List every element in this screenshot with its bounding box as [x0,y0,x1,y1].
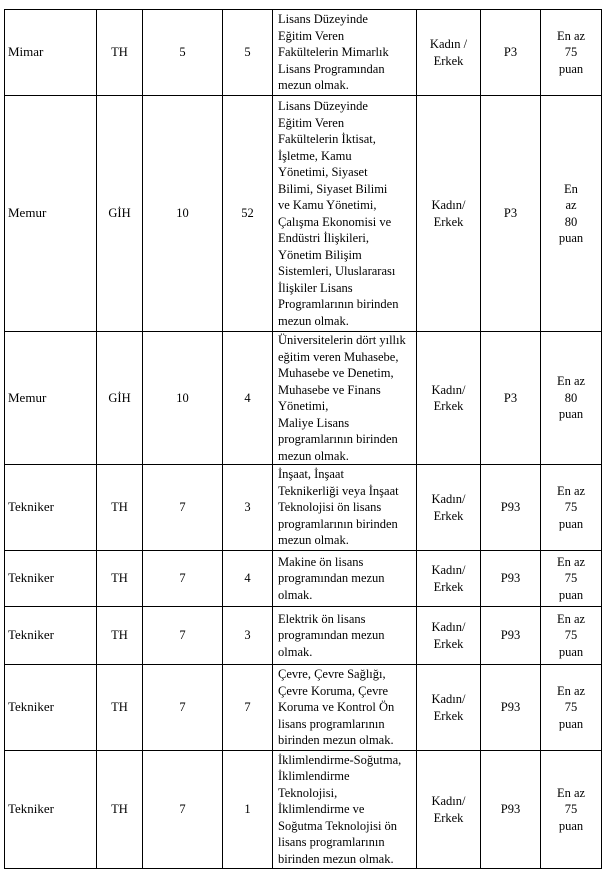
gender-cell: Kadın/ Erkek [417,665,481,751]
grade-cell: 7 [143,751,223,869]
position-title-cell: Tekniker [5,551,97,607]
gender-cell: Kadın/ Erkek [417,332,481,465]
min-score-cell: En az 75 puan [541,607,602,665]
qualification-cell: Lisans Düzeyinde Eğitim Veren Fakültelerin Mimarlık Lisans Programından mezun olmak. [273,10,417,96]
class-cell: TH [97,551,143,607]
count-cell: 7 [223,665,273,751]
gender-cell: Kadın/ Erkek [417,751,481,869]
table-row [5,751,602,869]
class-cell: TH [97,465,143,551]
table-row [5,332,602,465]
gender-cell: Kadın/ Erkek [417,551,481,607]
exam-type-cell: P93 [481,665,541,751]
qualification-cell: Elektrik ön lisans programından mezun olmak. [273,607,417,665]
grade-cell: 10 [143,332,223,465]
gender-cell: Kadın/ Erkek [417,465,481,551]
table-row [5,551,602,607]
exam-type-cell: P3 [481,332,541,465]
min-score-cell: En az 80 puan [541,96,602,332]
grade-cell: 5 [143,10,223,96]
table-row [5,665,602,751]
qualification-cell: Makine ön lisans programından mezun olmak. [273,551,417,607]
position-title-cell: Memur [5,96,97,332]
class-cell: GİH [97,96,143,332]
positions-table [4,9,602,869]
count-cell: 4 [223,551,273,607]
count-cell: 5 [223,10,273,96]
grade-cell: 7 [143,465,223,551]
exam-type-cell: P93 [481,607,541,665]
table-row [5,96,602,332]
position-title-cell: Tekniker [5,465,97,551]
position-title-cell: Tekniker [5,665,97,751]
grade-cell: 7 [143,607,223,665]
class-cell: GİH [97,332,143,465]
exam-type-cell: P93 [481,751,541,869]
qualification-cell: Üniversitelerin dört yıllık eğitim veren Muhasebe, Muhasebe ve Denetim, Muhasebe ve Finans Yönetimi, Maliye Lisans programlarının birinden mezun olmak. [273,332,417,465]
count-cell: 3 [223,465,273,551]
qualification-cell: İnşaat, İnşaat Teknikerliği veya İnşaat Teknolojisi ön lisans programlarının birinden mezun olmak. [273,465,417,551]
count-cell: 3 [223,607,273,665]
count-cell: 4 [223,332,273,465]
min-score-cell: En az 75 puan [541,465,602,551]
table-row [5,10,602,96]
class-cell: TH [97,10,143,96]
class-cell: TH [97,751,143,869]
qualification-cell: Lisans Düzeyinde Eğitim Veren Fakültelerin İktisat, İşletme, Kamu Yönetimi, Siyaset Bilimi, Siyaset Bilimi ve Kamu Yönetimi, Çalışma Ekonomisi ve Endüstri İlişkileri, Yönetim Bilişim Sistemleri, Uluslararası İlişkiler Lisans Programlarının birinden mezun olmak. [273,96,417,332]
gender-cell: Kadın / Erkek [417,10,481,96]
qualification-cell: İklimlendirme-Soğutma, İklimlendirme Teknolojisi, İklimlendirme ve Soğutma Teknolojisi ön lisans programlarının birinden mezun olmak. [273,751,417,869]
qualification-cell: Çevre, Çevre Sağlığı, Çevre Koruma, Çevre Koruma ve Kontrol Ön lisans programlarının birinden mezun olmak. [273,665,417,751]
position-title-cell: Tekniker [5,751,97,869]
position-title-cell: Tekniker [5,607,97,665]
exam-type-cell: P3 [481,96,541,332]
class-cell: TH [97,665,143,751]
min-score-cell: En az 75 puan [541,10,602,96]
grade-cell: 7 [143,665,223,751]
class-cell: TH [97,607,143,665]
exam-type-cell: P3 [481,10,541,96]
gender-cell: Kadın/ Erkek [417,96,481,332]
exam-type-cell: P93 [481,465,541,551]
position-title-cell: Mimar [5,10,97,96]
count-cell: 52 [223,96,273,332]
position-title-cell: Memur [5,332,97,465]
min-score-cell: En az 75 puan [541,665,602,751]
min-score-cell: En az 75 puan [541,551,602,607]
exam-type-cell: P93 [481,551,541,607]
gender-cell: Kadın/ Erkek [417,607,481,665]
table-row [5,465,602,551]
grade-cell: 10 [143,96,223,332]
table-row [5,607,602,665]
grade-cell: 7 [143,551,223,607]
count-cell: 1 [223,751,273,869]
min-score-cell: En az 75 puan [541,751,602,869]
min-score-cell: En az 80 puan [541,332,602,465]
